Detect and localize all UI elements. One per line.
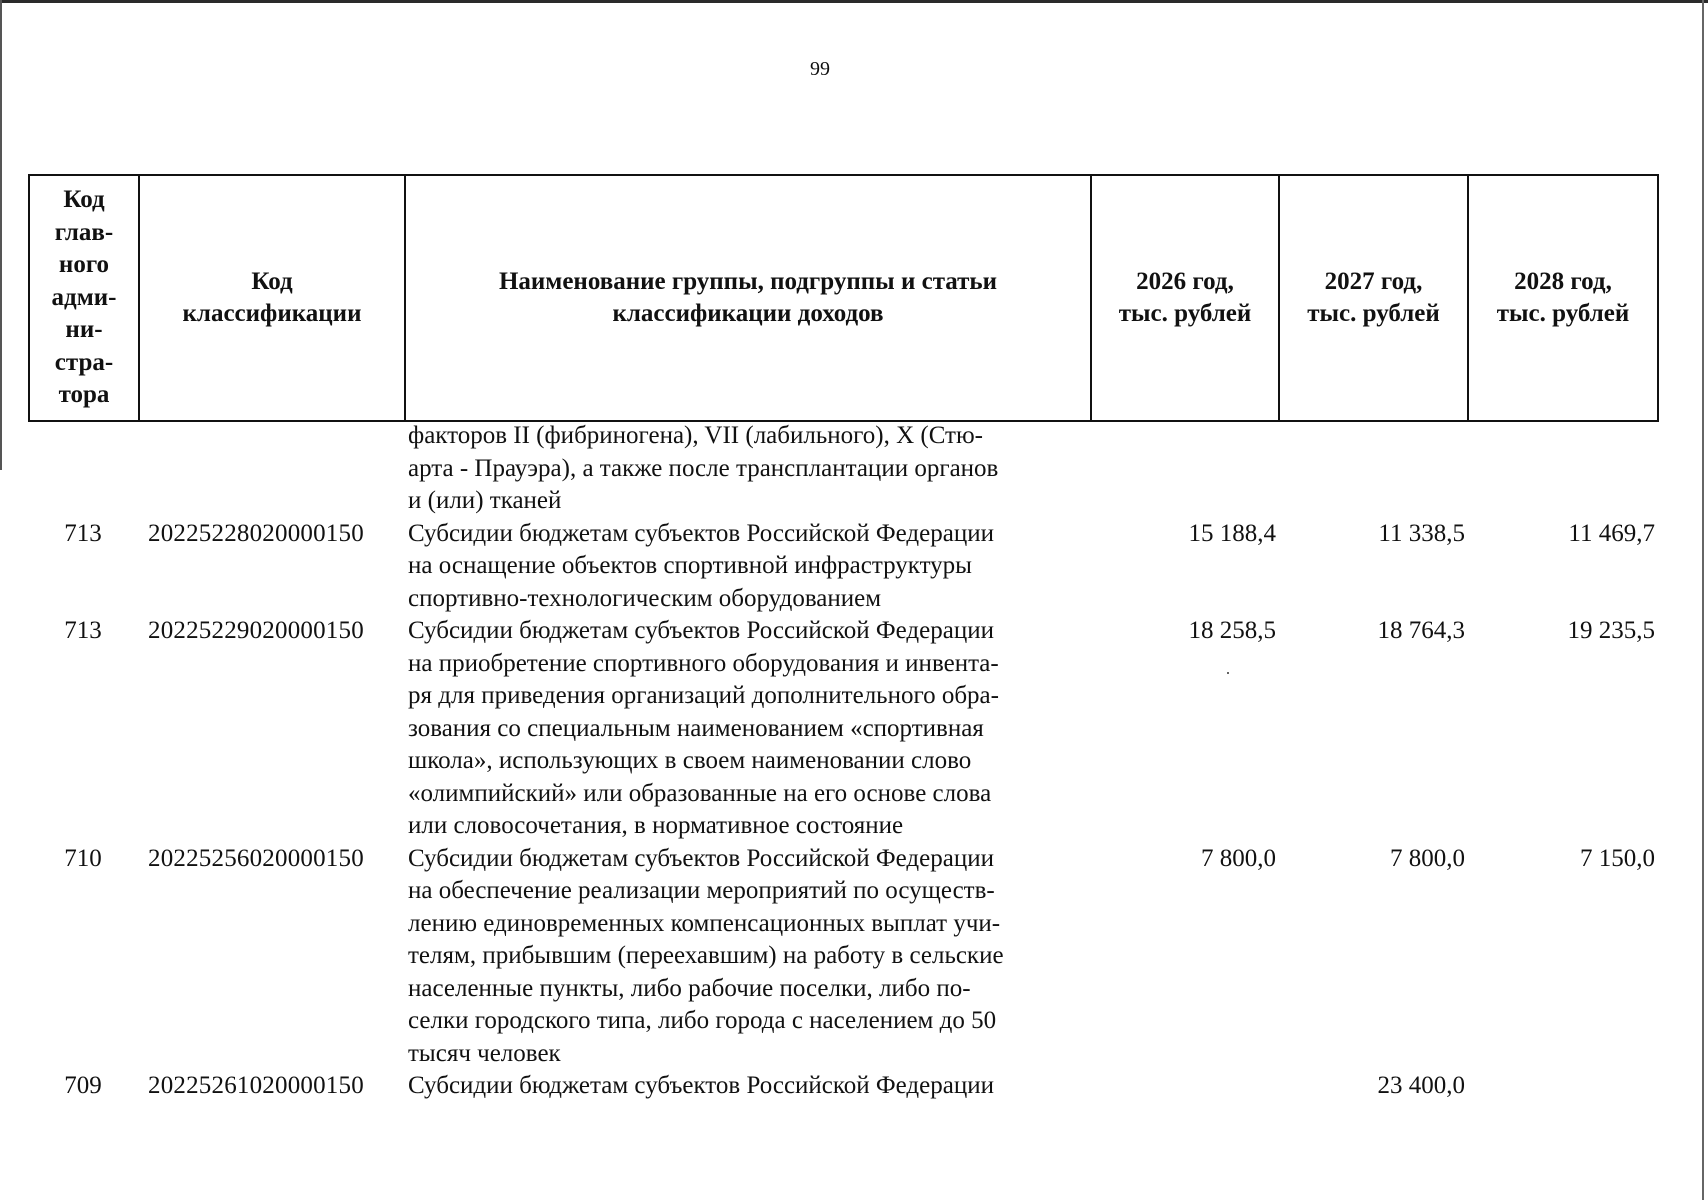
scan-speck (1227, 672, 1229, 674)
cell-2027: 7 800,0 (1390, 844, 1465, 872)
table-row (28, 518, 1657, 616)
cell-2027: 11 338,5 (1378, 519, 1465, 547)
cell-2026 (1090, 420, 1278, 518)
header-row (29, 175, 1658, 421)
cell-2028 (1467, 420, 1657, 518)
header-2027: 2027 год, тыс. рублей (1279, 175, 1468, 421)
table-row (28, 420, 1657, 518)
cell-2027: 23 400,0 (1377, 1072, 1465, 1099)
cell-2027 (1278, 420, 1467, 518)
header-2026: 2026 год, тыс. рублей (1091, 175, 1279, 421)
cell-code: 20225229020000150 (148, 617, 364, 644)
header-2028: 2028 год, тыс. рублей (1468, 175, 1658, 421)
table-body (28, 420, 1657, 1103)
cell-code (138, 420, 404, 518)
scan-edge-right (1702, 0, 1704, 1200)
cell-admin: 713 (64, 519, 102, 547)
cell-2026: 7 800,0 (1201, 844, 1276, 872)
cell-admin: 709 (64, 1072, 102, 1099)
header-admin-code: Код глав- ного адми- ни- стра- тора (29, 175, 139, 421)
cell-admin: 710 (64, 844, 102, 872)
page-number: 99 (810, 58, 830, 80)
cell-2028: 19 235,5 (1567, 617, 1655, 644)
cell-code: 20225261020000150 (148, 1072, 364, 1099)
cell-2027: 18 764,3 (1377, 617, 1465, 644)
header-income-name: Наименование группы, подгруппы и статьи классификации доходов (405, 175, 1091, 421)
scan-edge-top (0, 0, 1708, 3)
cell-2028: 11 469,7 (1568, 519, 1655, 547)
cell-name: Субсидии бюджетам субъектов Российской Федерации на приобретение спортивного оборудования и инвента- ря для приведения организаций дополнительного обра- зования со специальным наименованием «спортивная школа», использующих в своем наименовании слово «олимпийский» или образованные на его основе слова или словосочетания, в нормативное состояние (408, 617, 999, 839)
cell-code: 20225228020000150 (148, 519, 364, 547)
cell-code: 20225256020000150 (148, 844, 364, 872)
table-row (28, 843, 1657, 1071)
cell-name: Субсидии бюджетам субъектов Российской Федерации на обеспечение реализации мероприятий по осуществ- лению единовременных компенсационных выплат учи- телям, прибывшим (переехавшим) на работу в сельские населенные пункты, либо рабочие поселки, либо по- селки городского типа, либо города с населением до 50 тысяч человек (408, 844, 1004, 1067)
cell-2026: 18 258,5 (1188, 617, 1276, 644)
cell-name: факторов II (фибриногена), VII (лабильного), X (Стю- арта - Прауэра), а также после трансплантации органов и (или) тканей (408, 422, 999, 514)
cell-2028: 7 150,0 (1580, 844, 1655, 872)
cell-2026: 15 188,4 (1188, 519, 1276, 547)
cell-name: Субсидии бюджетам субъектов Российской Федерации (408, 1072, 994, 1099)
table-row (28, 1070, 1657, 1103)
table-row (28, 615, 1657, 843)
table-header (28, 174, 1659, 422)
cell-admin (28, 420, 138, 518)
cell-2026 (1090, 1070, 1278, 1103)
cell-admin: 713 (64, 617, 102, 644)
header-classification-code: Код классификации (139, 175, 405, 421)
cell-name: Субсидии бюджетам субъектов Российской Федерации на оснащение объектов спортивной инфраструктуры спортивно-технологическим оборудованием (408, 519, 994, 612)
cell-2028 (1467, 1070, 1657, 1103)
